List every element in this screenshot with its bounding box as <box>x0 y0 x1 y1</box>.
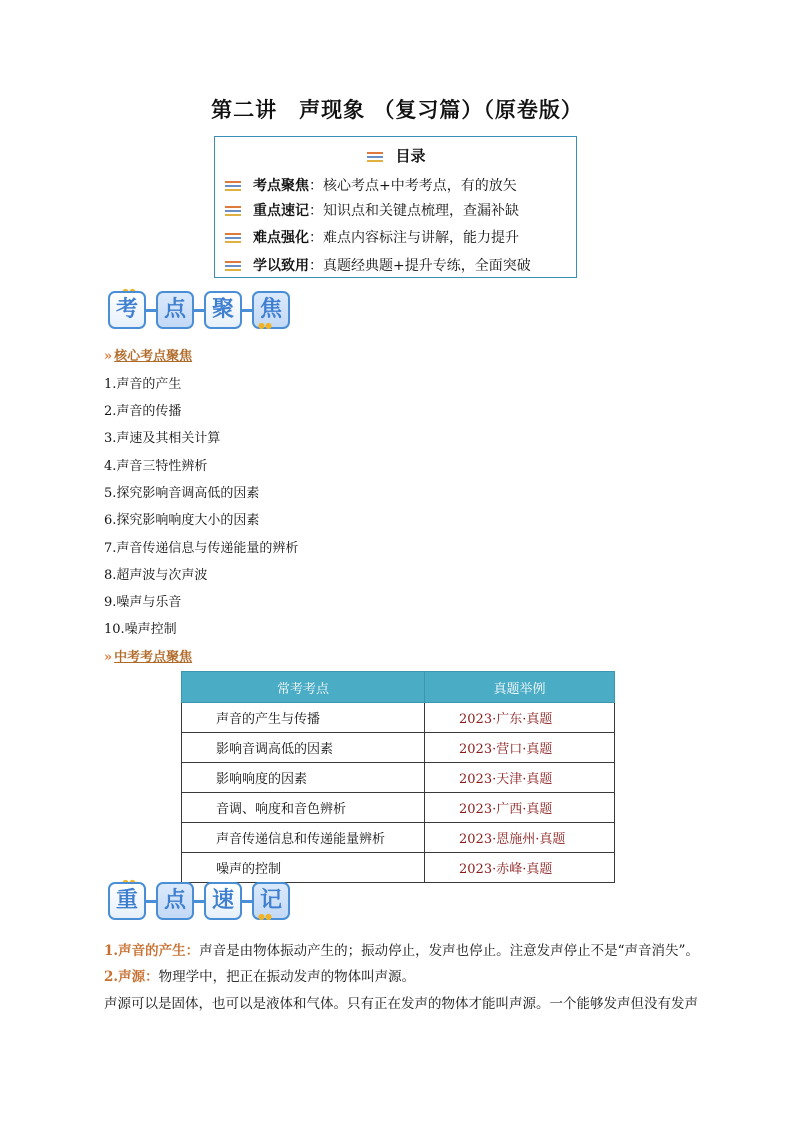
banner-char: 考 <box>108 291 146 329</box>
list-icon <box>225 206 241 217</box>
list-icon <box>225 261 241 272</box>
column-header: 常考考点 <box>182 672 425 703</box>
toc-text: ：真题经典题+提升专练，全面突破 <box>309 258 531 274</box>
topic-cell: 声音传递信息和传递能量辨析 <box>182 823 425 853</box>
list-icon <box>225 181 241 192</box>
toc-key: 学以致用 <box>253 258 309 274</box>
topic-cell: 影响响度的因素 <box>182 763 425 793</box>
list-item: 4.声音三特性辨析 <box>104 459 208 474</box>
toc-text: ：知识点和关键点梳理，查漏补缺 <box>309 203 519 219</box>
list-icon <box>367 152 383 163</box>
list-item: 3.声速及其相关计算 <box>104 431 221 446</box>
banner-connector <box>146 900 156 903</box>
list-item: 9.噪声与乐音 <box>104 595 182 610</box>
toc-row[interactable] <box>225 175 517 195</box>
list-item: 5.探究影响音调高低的因素 <box>104 486 260 501</box>
toc-text: ：难点内容标注与讲解，能力提升 <box>309 230 519 246</box>
toc-heading <box>215 145 578 166</box>
example-cell: 2023·营口·真题 <box>425 733 615 763</box>
list-item: 6.探究影响响度大小的因素 <box>104 513 260 528</box>
toc-key: 考点聚焦 <box>253 178 309 194</box>
banner-connector <box>242 900 252 903</box>
table-row <box>182 793 615 823</box>
banner-char: 点 <box>156 291 194 329</box>
toc-heading-text: 目录 <box>395 147 426 165</box>
note-text: 物理学中，把正在振动发声的物体叫声源。 <box>158 969 416 985</box>
toc-row[interactable] <box>225 200 519 220</box>
banner-connector <box>194 309 204 312</box>
page-title: 第二讲 声现象 （复习篇）（原卷版） <box>211 97 583 122</box>
toc-text: ：核心考点+中考考点，有的放矢 <box>309 178 517 194</box>
banner-connector <box>194 900 204 903</box>
sparkle-icon: ●● <box>258 321 272 330</box>
section-heading-text: 核心考点聚焦 <box>114 349 193 364</box>
example-cell: 2023·天津·真题 <box>425 763 615 793</box>
note-text: 声源可以是固体，也可以是液体和气体。只有正在发声的物体才能叫声源。一个能够发声但没有发声 <box>104 996 698 1012</box>
list-item: 2.声音的传播 <box>104 404 182 419</box>
banner-char: 点 <box>156 882 194 920</box>
banner-connector <box>146 309 156 312</box>
banner-char: 重 <box>108 882 146 920</box>
topic-cell: 影响音调高低的因素 <box>182 733 425 763</box>
banner-char: 聚 <box>204 291 242 329</box>
table-row <box>182 733 615 763</box>
double-chevron-icon: » <box>104 349 113 364</box>
note-paragraph <box>104 939 699 959</box>
toc-row[interactable] <box>225 255 531 275</box>
table-row <box>182 763 615 793</box>
banner-char: 速 <box>204 882 242 920</box>
sparkle-icon: ●● <box>258 912 272 921</box>
banner-connector <box>242 309 252 312</box>
note-paragraph <box>104 992 698 1012</box>
note-paragraph <box>104 965 415 985</box>
list-item: 8.超声波与次声波 <box>104 568 208 583</box>
section-heading-text: 中考考点聚焦 <box>114 650 193 665</box>
example-cell: 2023·恩施州·真题 <box>425 823 615 853</box>
toc-key: 难点强化 <box>253 230 309 246</box>
list-item: 1.声音的产生 <box>104 377 182 392</box>
note-text: 声音是由物体振动产生的；振动停止，发声也停止。注意发声停止不是“声音消失”。 <box>199 943 699 959</box>
banner-char: 焦 <box>252 291 290 329</box>
double-chevron-icon: » <box>104 650 113 665</box>
table-row <box>182 703 615 733</box>
banner-char: 记 <box>252 882 290 920</box>
note-label: 1.声音的产生： <box>104 943 200 959</box>
note-label: 2.声源： <box>104 969 159 985</box>
topic-cell: 声音的产生与传播 <box>182 703 425 733</box>
list-item: 10.噪声控制 <box>104 622 177 637</box>
example-cell: 2023·广西·真题 <box>425 793 615 823</box>
toc-row[interactable] <box>225 227 519 247</box>
topic-cell: 音调、响度和音色辨析 <box>182 793 425 823</box>
section-heading-core <box>104 345 192 364</box>
list-item: 7.声音传递信息与传递能量的辨析 <box>104 541 299 556</box>
topic-cell: 噪声的控制 <box>182 853 425 883</box>
column-header: 真题举例 <box>425 672 615 703</box>
table-row <box>182 823 615 853</box>
table-header-row <box>182 672 615 703</box>
table-row <box>182 853 615 883</box>
section-banner-zhongdian <box>108 880 308 924</box>
list-icon <box>225 233 241 244</box>
example-cell: 2023·赤峰·真题 <box>425 853 615 883</box>
example-cell: 2023·广东·真题 <box>425 703 615 733</box>
section-heading-exam <box>104 646 192 665</box>
section-banner-kaodian <box>108 289 308 333</box>
toc-key: 重点速记 <box>253 203 309 219</box>
exam-points-table <box>181 671 615 883</box>
table-of-contents <box>214 136 577 278</box>
